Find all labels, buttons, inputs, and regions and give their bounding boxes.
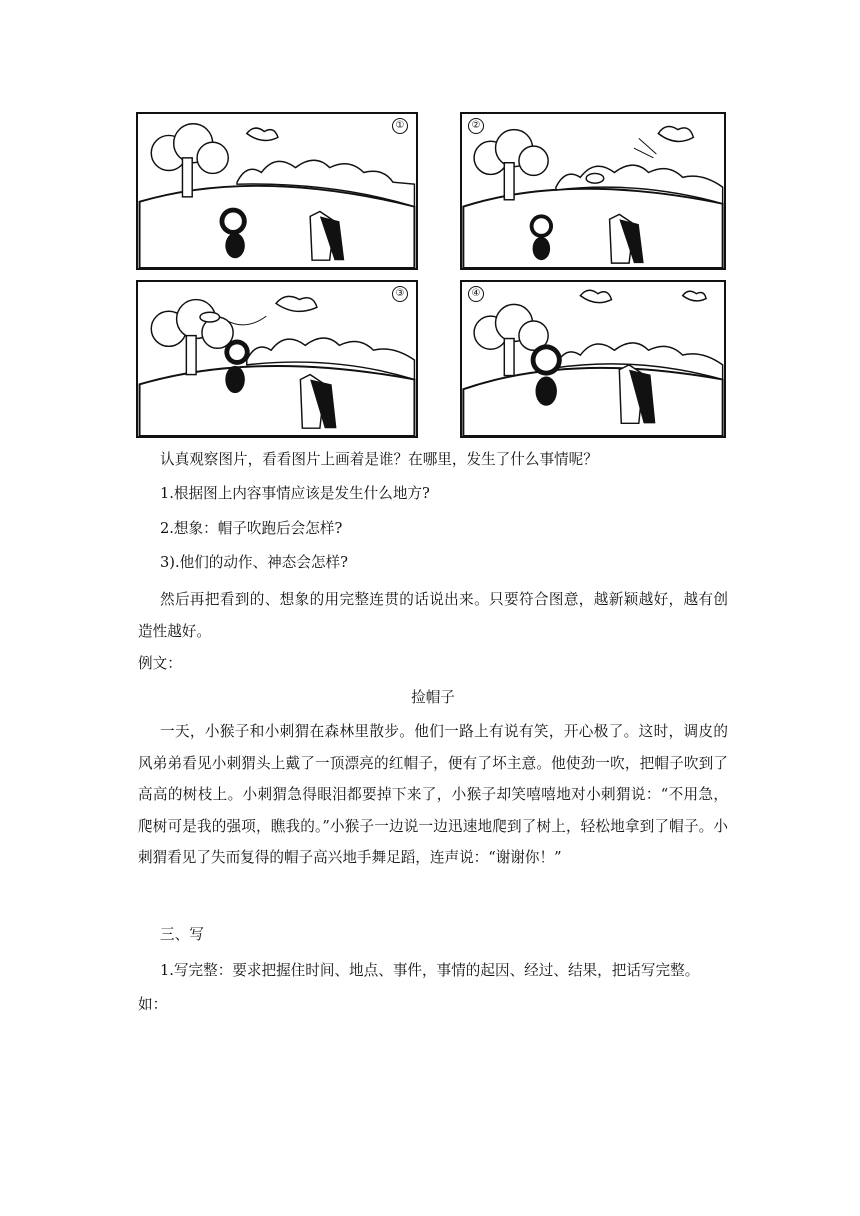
panel-2-number: ② [468,118,484,134]
comic-panel-1 [136,112,418,270]
section-3-example-label: 如： [138,996,168,1013]
panel-3-illustration [138,282,416,436]
question-1: 1.根据图上内容事情应该是发生什么地方? [160,485,430,502]
panel-1-illustration [138,114,416,268]
section-3-heading: 三、写 [160,926,204,943]
question-3: 3).他们的动作、神态会怎样? [160,554,348,571]
panel-3-number: ③ [392,286,408,302]
example-label: 例文： [138,655,182,672]
comic-panel-3 [136,280,418,438]
panel-4-number: ④ [468,286,484,302]
section-3-item-1: 1.写完整：要求把握住时间、地点、事件，事情的起因、经过、结果，把话写完整。 [160,962,700,979]
instruction-intro: 认真观察图片，看看图片上画着是谁？在哪里，发生了什么事情呢？ [160,451,598,468]
example-title: 捡帽子 [411,689,455,706]
question-2: 2.想象：帽子吹跑后会怎样? [160,520,343,537]
example-body: 一天，小猴子和小刺猬在森林里散步。他们一路上有说有笑，开心极了。这时，调皮的风弟弟看见小刺猬头上戴了一顶漂亮的红帽子，便有了坏主意。他使劲一吹，把帽子吹到了高高的树枝上。小刺猬急得眼泪都要掉下来了，小猴子却笑嘻嘻地对小刺猬说：“不用急，爬树可是我的强项，瞧我的。”小猴子一边说一边迅速地爬到了树上，轻松地拿到了帽子。小刺猬看见了失而复得的帽子高兴地手舞足蹈，连声说：“谢谢你！” [138,723,728,866]
panel-4-illustration [462,282,724,436]
instruction-summary: 然后再把看到的、想象的用完整连贯的话说出来。只要符合图意，越新颖越好，越有创造性越好。 [138,591,728,640]
panel-2-illustration [462,114,724,268]
comic-panel-4 [460,280,726,438]
panel-1-number: ① [392,118,408,134]
comic-panel-2 [460,112,726,270]
